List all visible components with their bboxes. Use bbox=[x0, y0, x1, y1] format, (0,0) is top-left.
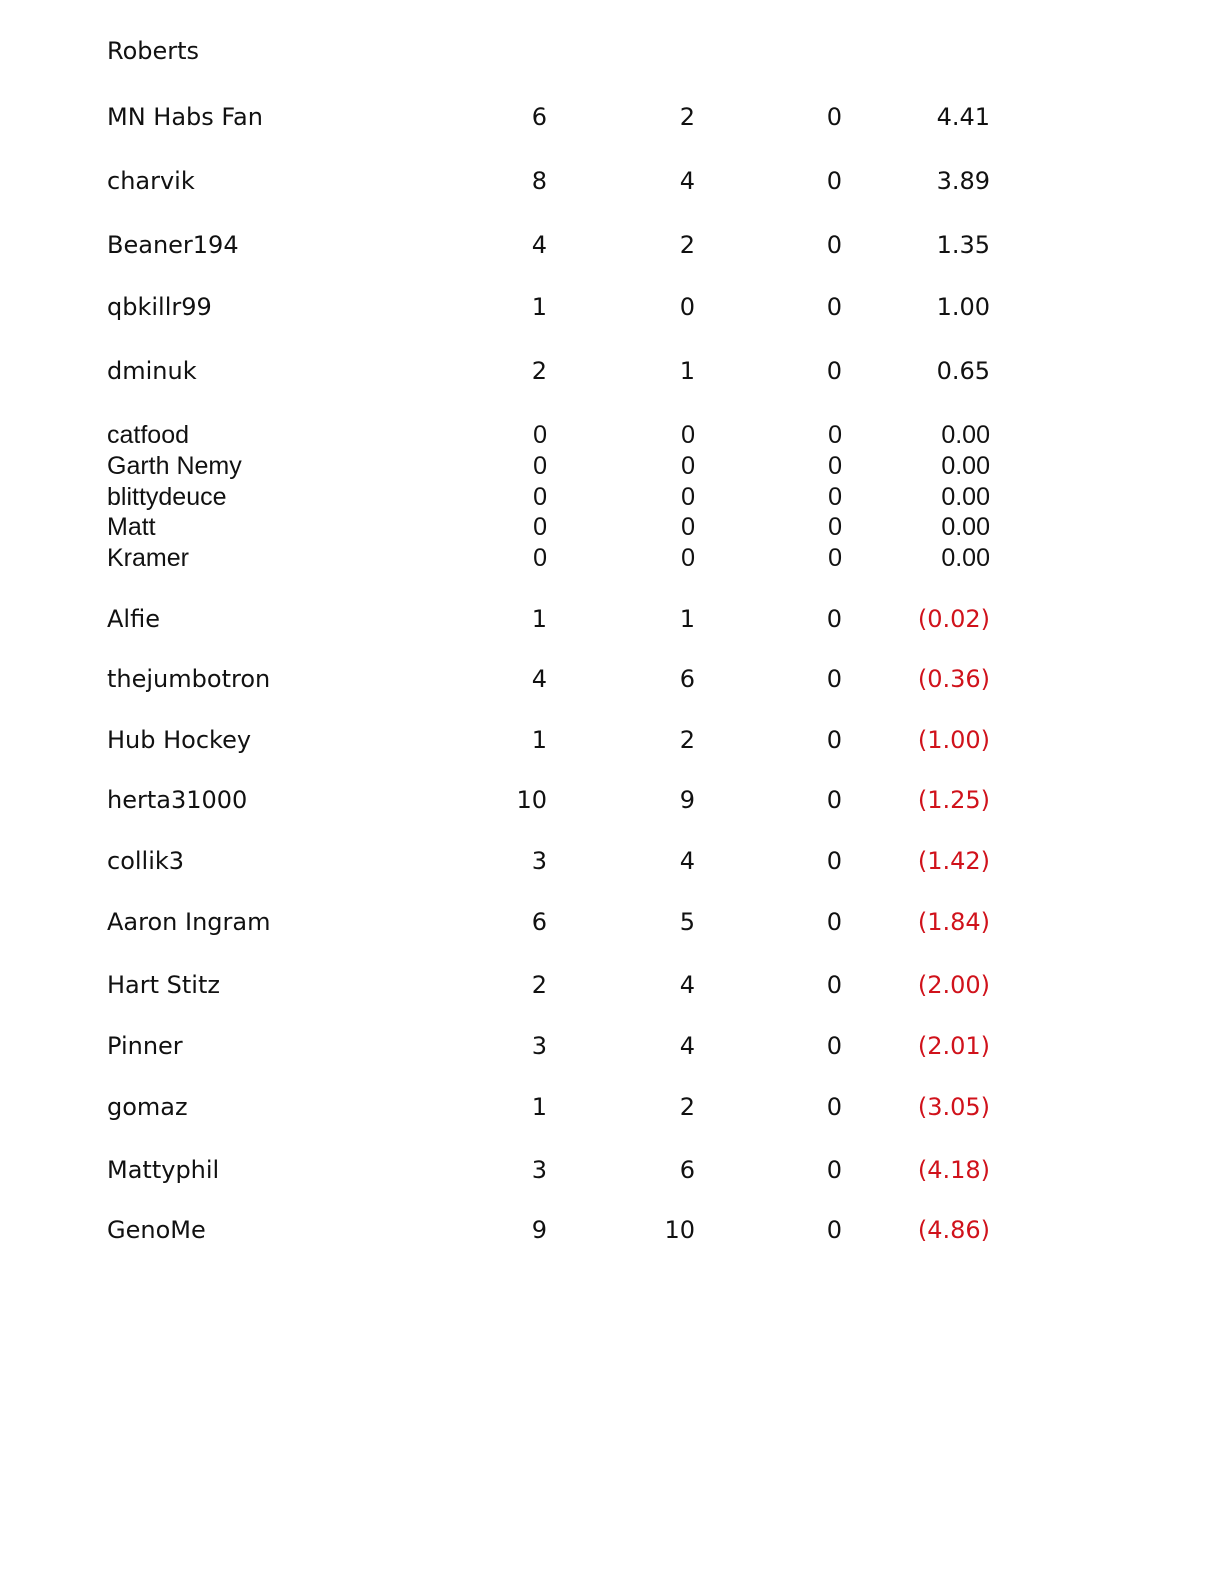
player-name: Alfie bbox=[107, 605, 160, 633]
col3-value: 0 bbox=[826, 357, 842, 385]
col2-value: 2 bbox=[679, 1093, 695, 1121]
col3-value: 0 bbox=[828, 483, 842, 511]
table-row bbox=[0, 785, 1224, 815]
score-value: 0.00 bbox=[941, 452, 990, 480]
table-row bbox=[0, 1215, 1224, 1245]
table-row bbox=[0, 907, 1224, 937]
table-row bbox=[0, 604, 1224, 634]
player-name: Hub Hockey bbox=[107, 726, 252, 754]
score-value: 3.89 bbox=[936, 167, 990, 195]
table-row bbox=[0, 420, 1224, 450]
col2-value: 0 bbox=[681, 513, 695, 541]
table-row bbox=[0, 230, 1224, 260]
col1-value: 1 bbox=[531, 726, 547, 754]
col2-value: 2 bbox=[679, 103, 695, 131]
table-row bbox=[0, 102, 1224, 132]
col1-value: 8 bbox=[531, 167, 547, 195]
col3-value: 0 bbox=[828, 452, 842, 480]
col1-value: 10 bbox=[516, 786, 547, 814]
col3-value: 0 bbox=[828, 513, 842, 541]
col1-value: 4 bbox=[531, 665, 547, 693]
score-value: (0.02) bbox=[917, 605, 990, 633]
player-name: Garth Nemy bbox=[107, 452, 242, 480]
table-row bbox=[0, 664, 1224, 694]
player-name: Matt bbox=[107, 513, 156, 541]
score-value: 0.65 bbox=[936, 357, 990, 385]
col2-value: 5 bbox=[679, 908, 695, 936]
col1-value: 1 bbox=[531, 605, 547, 633]
player-name: Aaron Ingram bbox=[107, 908, 271, 936]
score-value: 4.41 bbox=[936, 103, 990, 131]
player-name: charvik bbox=[107, 167, 195, 195]
col2-value: 6 bbox=[679, 1156, 695, 1184]
col2-value: 2 bbox=[679, 231, 695, 259]
col3-value: 0 bbox=[826, 103, 842, 131]
player-name: dminuk bbox=[107, 357, 197, 385]
col2-value: 0 bbox=[679, 293, 695, 321]
table-row bbox=[0, 482, 1224, 512]
player-name: Hart Stitz bbox=[107, 971, 220, 999]
col1-value: 9 bbox=[531, 1216, 547, 1244]
col3-value: 0 bbox=[826, 167, 842, 195]
table-row bbox=[0, 1155, 1224, 1185]
col3-value: 0 bbox=[828, 421, 842, 449]
col3-value: 0 bbox=[826, 1093, 842, 1121]
table-row bbox=[0, 451, 1224, 481]
col3-value: 0 bbox=[826, 1032, 842, 1060]
player-name: Beaner194 bbox=[107, 231, 239, 259]
col2-value: 6 bbox=[679, 665, 695, 693]
score-value: 0.00 bbox=[941, 421, 990, 449]
col3-value: 0 bbox=[826, 1216, 842, 1244]
col2-value: 4 bbox=[679, 847, 695, 875]
score-value: (1.00) bbox=[917, 726, 990, 754]
table-row bbox=[0, 292, 1224, 322]
col1-value: 1 bbox=[531, 1093, 547, 1121]
col1-value: 0 bbox=[533, 483, 547, 511]
table-row bbox=[0, 1092, 1224, 1122]
col1-value: 6 bbox=[531, 908, 547, 936]
player-name: GenoMe bbox=[107, 1216, 206, 1244]
score-value: (4.86) bbox=[917, 1216, 990, 1244]
col1-value: 3 bbox=[531, 1156, 547, 1184]
player-name: herta31000 bbox=[107, 786, 248, 814]
col1-value: 0 bbox=[533, 513, 547, 541]
score-value: (2.01) bbox=[917, 1032, 990, 1060]
col3-value: 0 bbox=[826, 847, 842, 875]
score-value: 1.35 bbox=[936, 231, 990, 259]
col2-value: 1 bbox=[679, 357, 695, 385]
col2-value: 0 bbox=[681, 483, 695, 511]
col2-value: 4 bbox=[679, 971, 695, 999]
col1-value: 2 bbox=[531, 971, 547, 999]
table-row bbox=[0, 356, 1224, 386]
score-value: 0.00 bbox=[941, 483, 990, 511]
player-name: collik3 bbox=[107, 847, 185, 875]
score-value: (2.00) bbox=[917, 971, 990, 999]
table-row bbox=[0, 512, 1224, 542]
col1-value: 2 bbox=[531, 357, 547, 385]
score-value: (0.36) bbox=[917, 665, 990, 693]
col1-value: 6 bbox=[531, 103, 547, 131]
player-name: catfood bbox=[107, 421, 190, 449]
col2-value: 9 bbox=[679, 786, 695, 814]
player-name: blittydeuce bbox=[107, 483, 227, 511]
col1-value: 0 bbox=[533, 452, 547, 480]
col2-value: 0 bbox=[681, 544, 695, 572]
player-name: gomaz bbox=[107, 1093, 188, 1121]
col3-value: 0 bbox=[826, 971, 842, 999]
col2-value: 1 bbox=[679, 605, 695, 633]
player-name: qbkillr99 bbox=[107, 293, 212, 321]
score-value: 0.00 bbox=[941, 544, 990, 572]
score-value: (3.05) bbox=[917, 1093, 990, 1121]
table-row bbox=[0, 166, 1224, 196]
col1-value: 4 bbox=[531, 231, 547, 259]
col2-value: 4 bbox=[679, 1032, 695, 1060]
col1-value: 3 bbox=[531, 1032, 547, 1060]
score-value: (1.42) bbox=[917, 847, 990, 875]
player-name: thejumbotron bbox=[107, 665, 271, 693]
score-value: (4.18) bbox=[917, 1156, 990, 1184]
col3-value: 0 bbox=[826, 293, 842, 321]
player-name: Mattyphil bbox=[107, 1156, 220, 1184]
player-name: Pinner bbox=[107, 1032, 183, 1060]
table-row bbox=[0, 846, 1224, 876]
col1-value: 0 bbox=[533, 544, 547, 572]
section-title: Roberts bbox=[107, 37, 200, 65]
col3-value: 0 bbox=[826, 605, 842, 633]
table-row bbox=[0, 1031, 1224, 1061]
col2-value: 0 bbox=[681, 452, 695, 480]
score-value: (1.84) bbox=[917, 908, 990, 936]
score-value: (1.25) bbox=[917, 786, 990, 814]
table-row bbox=[0, 970, 1224, 1000]
table-row bbox=[0, 543, 1224, 573]
player-name: MN Habs Fan bbox=[107, 103, 263, 131]
col1-value: 3 bbox=[531, 847, 547, 875]
col1-value: 0 bbox=[533, 421, 547, 449]
col1-value: 1 bbox=[531, 293, 547, 321]
col3-value: 0 bbox=[828, 544, 842, 572]
col3-value: 0 bbox=[826, 908, 842, 936]
col3-value: 0 bbox=[826, 665, 842, 693]
col2-value: 0 bbox=[681, 421, 695, 449]
table-row bbox=[0, 725, 1224, 755]
col3-value: 0 bbox=[826, 1156, 842, 1184]
player-name: Kramer bbox=[107, 544, 189, 572]
score-value: 1.00 bbox=[936, 293, 990, 321]
col3-value: 0 bbox=[826, 231, 842, 259]
col3-value: 0 bbox=[826, 786, 842, 814]
col3-value: 0 bbox=[826, 726, 842, 754]
score-value: 0.00 bbox=[941, 513, 990, 541]
col2-value: 4 bbox=[679, 167, 695, 195]
col2-value: 10 bbox=[664, 1216, 695, 1244]
col2-value: 2 bbox=[679, 726, 695, 754]
